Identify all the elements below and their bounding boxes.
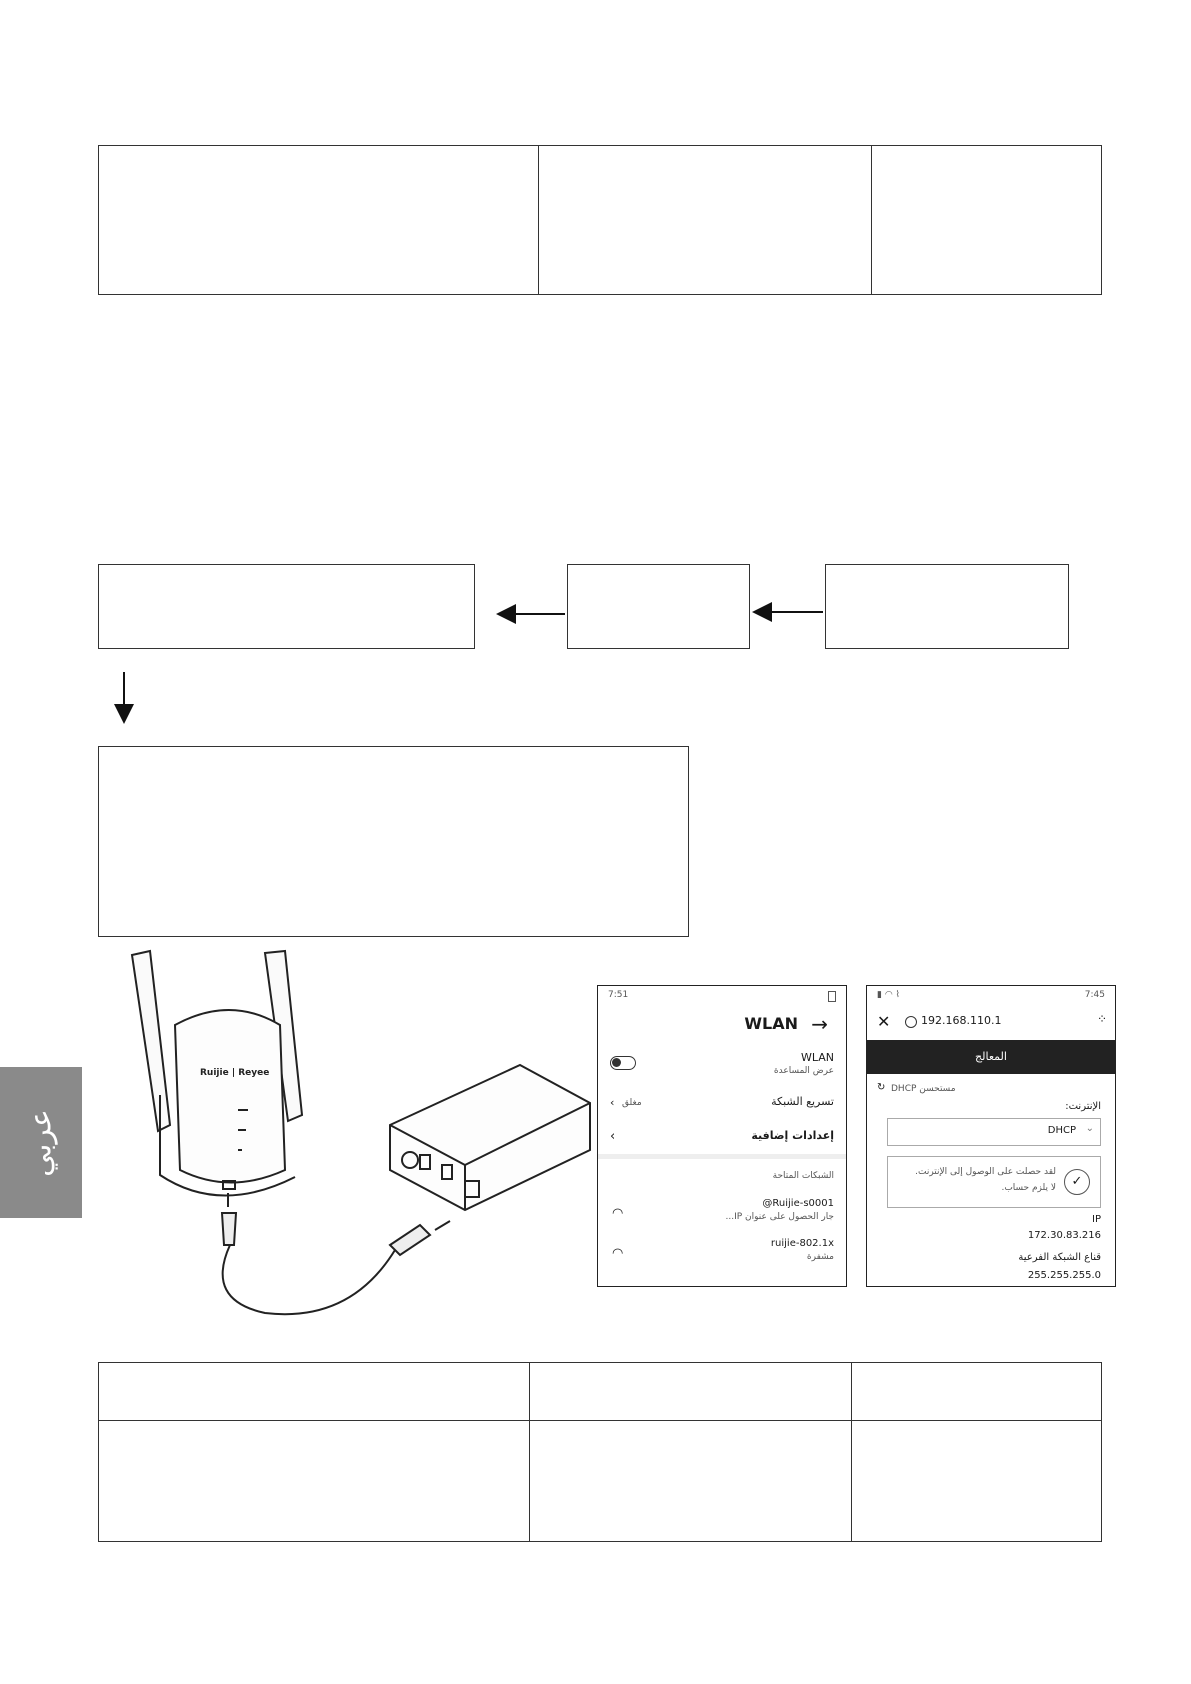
dropdown-value: DHCP	[1047, 1125, 1076, 1136]
network-name[interactable]: @Ruijie-s0001	[762, 1198, 834, 1209]
success-line-1: لقد حصلت على الوصول إلى الإنترنت.	[915, 1167, 1056, 1177]
success-panel	[887, 1156, 1101, 1208]
accel-label[interactable]: تسريع الشبكة	[771, 1095, 834, 1108]
chevron-down-icon: ⌄	[1085, 1123, 1094, 1134]
status-time: 7:45	[1084, 990, 1105, 1000]
ip-value: 172.30.83.216	[1027, 1230, 1101, 1241]
chevron-left-icon: ‹	[610, 1129, 616, 1144]
bottom-table-row-divider	[99, 1420, 1101, 1421]
subnet-label: قناع الشبكة الفرعية	[1018, 1252, 1101, 1263]
wizard-header	[867, 1040, 1115, 1074]
forward-arrow-icon[interactable]: →	[811, 1012, 828, 1036]
status-icons: ▮ ◠ ⌇	[877, 990, 900, 1000]
wizard-title: المعالج	[975, 1050, 1007, 1063]
section-divider	[598, 1154, 846, 1159]
wlan-toggle[interactable]	[610, 1056, 636, 1070]
info-icon	[905, 1016, 917, 1028]
battery-icon	[828, 991, 836, 1002]
wlan-sub: عرض المساعدة	[773, 1066, 834, 1076]
success-line-2: لا يلزم حساب.	[1001, 1183, 1056, 1193]
url-text[interactable]: 192.168.110.1	[921, 1014, 1002, 1027]
available-networks-label: الشبكات المتاحة	[772, 1171, 834, 1181]
language-tab	[0, 1067, 82, 1218]
device-brand-label: Ruijie | Reyee	[200, 1068, 270, 1078]
device-illustration	[120, 945, 600, 1325]
status-time: 7:51	[608, 990, 629, 1000]
phone-wlan-screen	[597, 985, 847, 1287]
refresh-icon: ↻	[877, 1082, 886, 1093]
bottom-table	[98, 1362, 1102, 1542]
internet-label: الإنترنت:	[1065, 1101, 1101, 1112]
chevron-left-icon: ‹	[610, 1096, 615, 1109]
ip-label: IP	[1092, 1214, 1101, 1225]
phone-browser-screen	[866, 985, 1116, 1287]
menu-dots-icon[interactable]: ⁘	[1096, 1012, 1107, 1026]
more-settings[interactable]: إعدادات إضافية	[751, 1129, 834, 1142]
check-circle-icon: ✓	[1064, 1169, 1090, 1195]
language-tab-label: عربي	[23, 1108, 59, 1177]
bottom-table-divider-1	[529, 1363, 530, 1541]
accel-value: مغلق	[622, 1098, 642, 1108]
flow-arrows	[0, 0, 1191, 760]
network-sub: مشفرة	[806, 1252, 834, 1262]
instruction-box	[98, 746, 689, 937]
wlan-label: WLAN	[800, 1051, 834, 1064]
network-name[interactable]: ruijie-802.1x	[770, 1238, 834, 1249]
network-sub: جار الحصول على عنوان IP...	[725, 1212, 834, 1222]
wifi-lock-icon: ◠	[612, 1246, 624, 1261]
close-icon[interactable]: ✕	[877, 1012, 891, 1031]
wifi-icon: ◠	[612, 1206, 624, 1221]
dhcp-recommended: DHCP مستحسن	[891, 1084, 956, 1094]
wlan-title: WLAN	[744, 1014, 798, 1033]
connection-type-dropdown[interactable]	[887, 1118, 1101, 1146]
bottom-table-divider-2	[851, 1363, 852, 1541]
subnet-value: 255.255.255.0	[1027, 1270, 1101, 1281]
